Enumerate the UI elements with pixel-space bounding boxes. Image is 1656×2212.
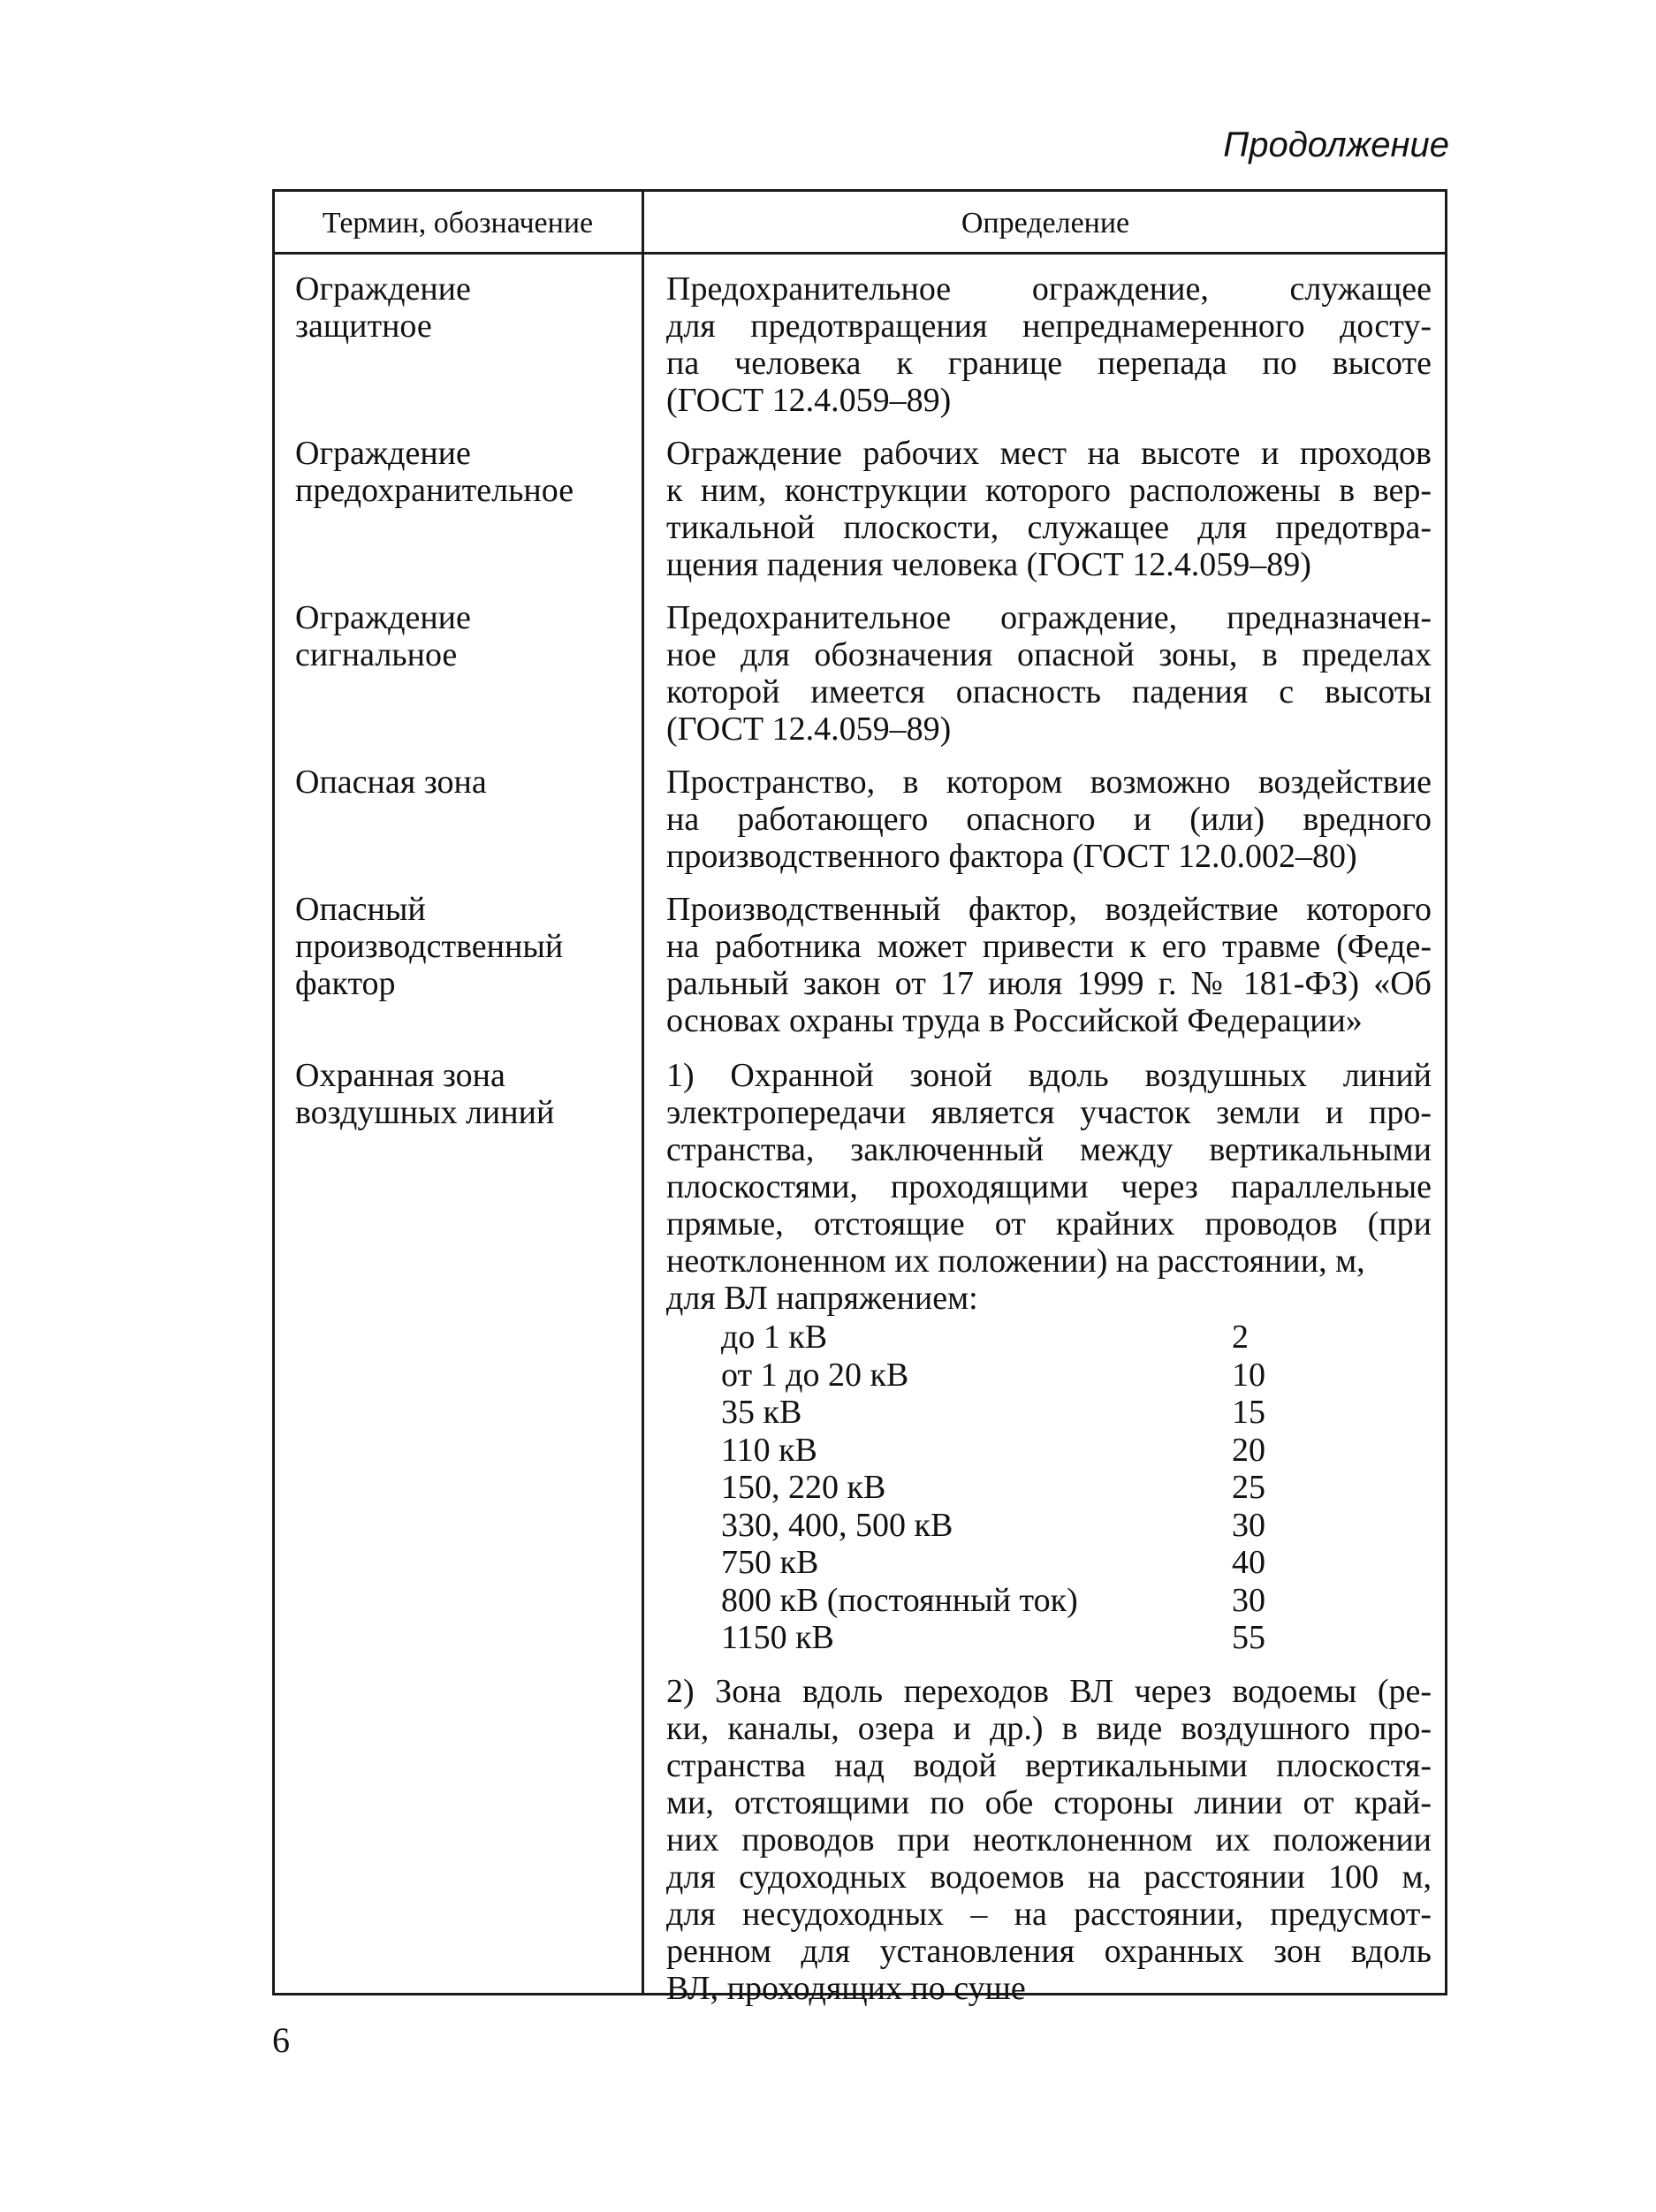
term-cell: Опасный производственный фактор bbox=[295, 891, 564, 1002]
voltage-row: 110 кВ 20 bbox=[721, 1431, 1265, 1469]
voltage-row: 1150 кВ 55 bbox=[721, 1619, 1265, 1656]
definition-cell: 1) Охранной зоной вдоль воздушных линий электропередачи является участок земли и про- странства, заключенный между вертикальными плоскостями, проходящими через параллельные прямые, отстоящие от крайних проводов (при неотклоненном их положении) на расстоянии, м, для ВЛ напряжением: до 1 кВ 2 от 1 до 20 кВ 10 35 кВ 15 110 кВ 20 150, 220 кВ 25 330, 400, 500 кВ 30 750 кВ 40 800 кВ (постоянный ток) 30 1150 кВ 55 2) Зона вдоль переходов ВЛ через водоемы (ре- ки, каналы, озера и др.) в виде воздушного про- странства над водой вертикальными плоскостя- ми, отстоящими по обе стороны линии от край- них проводов при неотклоненном их положении для судоходных водоемов на расстоянии 100 м, для несудоходных – на расстоянии, предусмот- ренном для установления охранных зон вдоль ВЛ, проходящих по суше bbox=[666, 1057, 1432, 2007]
definition-cell: Пространство, в котором возможно воздействие на работающего опасного и (или) вредного производственного фактора (ГОСТ 12.0.002–80) bbox=[666, 764, 1432, 875]
definition-cell: Предохранительное ограждение, служащее для предотвращения непреднамеренного досту- па человека к границе перепада по высоте (ГОСТ 12.4.059–89) bbox=[666, 270, 1432, 419]
page-number: 6 bbox=[272, 2020, 290, 2060]
header-term: Термин, обозначение bbox=[322, 207, 594, 239]
header-divider bbox=[272, 252, 1447, 255]
voltage-row: до 1 кВ 2 bbox=[721, 1319, 1249, 1356]
voltage-row: 35 кВ 15 bbox=[721, 1394, 1265, 1431]
definition-cell: Ограждение рабочих мест на высоте и проходов к ним, конструкции которого расположены в вер- тикальной плоскости, служащее для предотвра- щения падения человека (ГОСТ 12.4.059–89) bbox=[666, 435, 1432, 583]
voltage-row: 750 кВ 40 bbox=[721, 1544, 1265, 1581]
term-cell: Ограждение защитное bbox=[295, 270, 471, 345]
term-cell: Опасная зона bbox=[295, 764, 487, 801]
term-cell: Ограждение предохранительное bbox=[295, 435, 574, 509]
continuation-label: Продолжение bbox=[1223, 125, 1449, 164]
voltage-row: 150, 220 кВ 25 bbox=[721, 1469, 1265, 1506]
term-cell: Ограждение сигнальное bbox=[295, 599, 471, 673]
voltage-row: 800 кВ (постоянный ток) 30 bbox=[721, 1581, 1265, 1619]
header-definition: Определение bbox=[961, 207, 1130, 239]
definition-cell: Производственный фактор, воздействие которого на работника может привести к его травме (Феде- ральный закон от 17 июля 1999 г. № 181-ФЗ) «Об основах охраны труда в Российской Федерации» bbox=[666, 891, 1432, 1039]
term-cell: Охранная зона воздушных линий bbox=[295, 1057, 555, 1131]
voltage-row: 330, 400, 500 кВ 30 bbox=[721, 1506, 1265, 1544]
column-divider bbox=[642, 189, 644, 1995]
voltage-list bbox=[666, 1319, 1432, 1657]
definition-cell: Предохранительное ограждение, предназначен- ное для обозначения опасной зоны, в пределах которой имеется опасность падения с высоты (ГОСТ 12.4.059–89) bbox=[666, 599, 1432, 748]
voltage-row: от 1 до 20 кВ 10 bbox=[721, 1356, 1265, 1394]
definition-part-2: 2) Зона вдоль переходов ВЛ через водоемы (ре- ки, каналы, озера и др.) в виде воздушного про- странства над водой вертикальными плоскостя- ми, отстоящими по обе стороны линии от край- них проводов при неотклоненном их положении для судоходных водоемов на расстоянии 100 м, для несудоходных – на расстоянии, предусмот- ренном для установления охранных зон вдоль ВЛ, проходящих по суше bbox=[666, 1672, 1432, 2007]
